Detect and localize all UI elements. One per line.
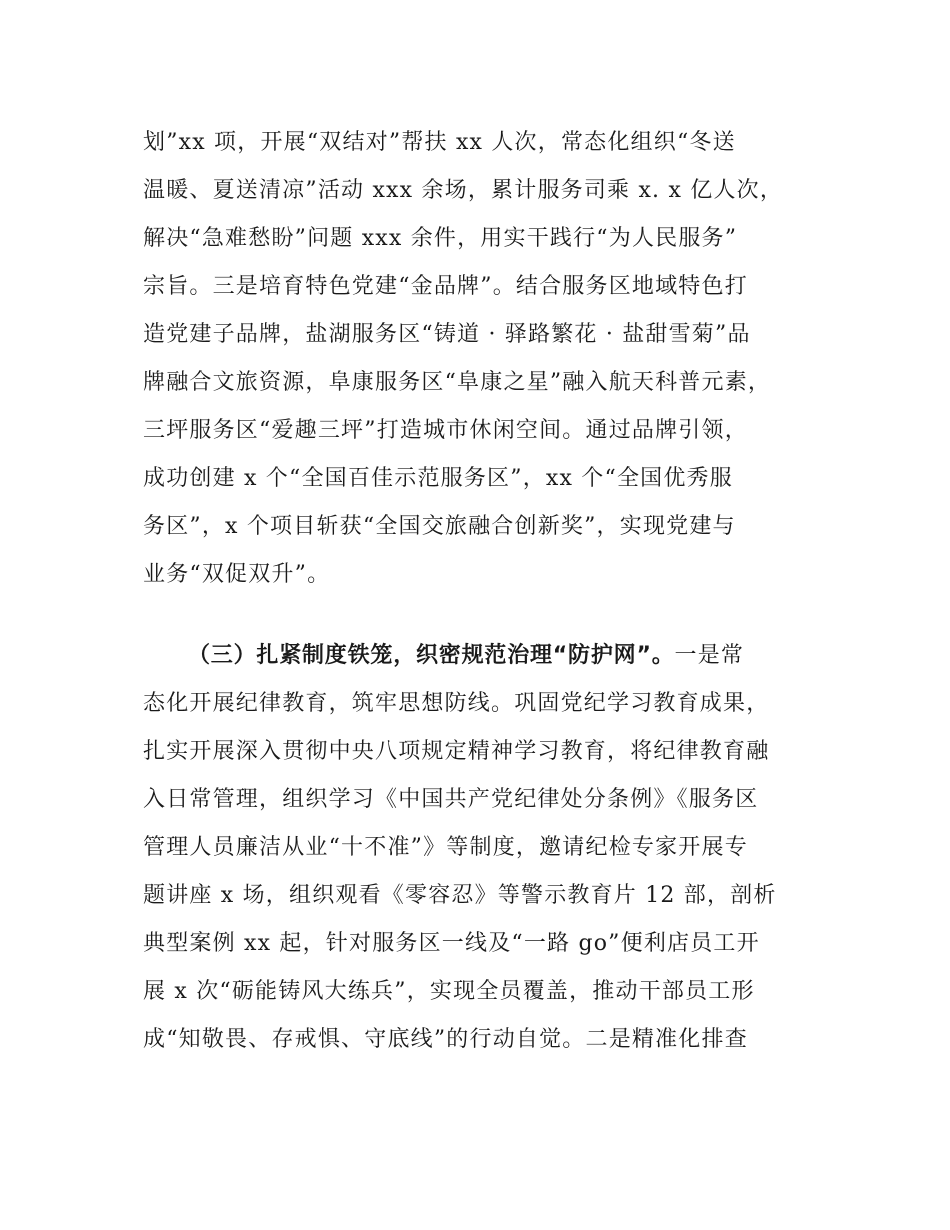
text-line: 入日常管理，组织学习《中国共产党纪律处分条例》《服务区 — [143, 787, 759, 812]
text-line: 态化开展纪律教育，筑牢思想防线。巩固党纪学习教育成果， — [143, 691, 770, 716]
text-line: 宗旨。三是培育特色党建“金品牌”。结合服务区地域特色打 — [143, 274, 748, 299]
text-line: 三坪服务区“爱趣三坪”打造城市休闲空间。通过品牌引领， — [143, 418, 748, 443]
text-line: 造党建子品牌，盐湖服务区“铸道 · 驿路繁花 · 盐甜雪菊”品 — [143, 322, 751, 347]
text-line: 温暖、夏送清凉”活动 xxx 余场，累计服务司乘 x. x 亿人次， — [143, 178, 784, 203]
text-line: 牌融合文旅资源，阜康服务区“阜康之星”融入航天科普元素， — [143, 370, 772, 395]
text-line: 典型案例 xx 起，针对服务区一线及“一路 go”便利店员工开 — [143, 931, 760, 956]
paragraph-party-building — [143, 119, 823, 599]
text-line: 业务“双促双升”。 — [143, 562, 331, 587]
text-line: 成“知敬畏、存戒惧、守底线”的行动自觉。二是精准化排查 — [143, 1027, 748, 1052]
text-line: 划”xx 项，开展“双结对”帮扶 xx 人次，常态化组织“冬送 — [143, 130, 736, 155]
text-line: 题讲座 x 场，组织观看《零容忍》等警示教育片 12 部，剖析 — [143, 883, 777, 908]
text-line: 展 x 次“砺能铸风大练兵”，实现全员覆盖，推动干部员工形 — [143, 979, 755, 1004]
text-line: 扎实开展深入贯彻中央八项规定精神学习教育，将纪律教育融 — [143, 739, 770, 764]
text-line: 管理人员廉洁从业“十不准”》等制度，邀请纪检专家开展专 — [143, 835, 748, 860]
section-heading: （三）扎紧制度铁笼，织密规范治理“防护网”。 — [188, 643, 675, 668]
text-line: 解决“急难愁盼”问题 xxx 余件，用实干践行“为人民服务” — [143, 226, 738, 251]
heading-continuation: 一是常 — [674, 643, 745, 668]
paragraph-discipline — [143, 632, 823, 1064]
text-line: 务区”，x 个项目斩获“全国交旅融合创新奖”，实现党建与 — [143, 514, 736, 539]
paragraph-first-line — [143, 632, 823, 680]
text-line: 成功创建 x 个“全国百佳示范服务区”，xx 个“全国优秀服 — [143, 466, 733, 491]
